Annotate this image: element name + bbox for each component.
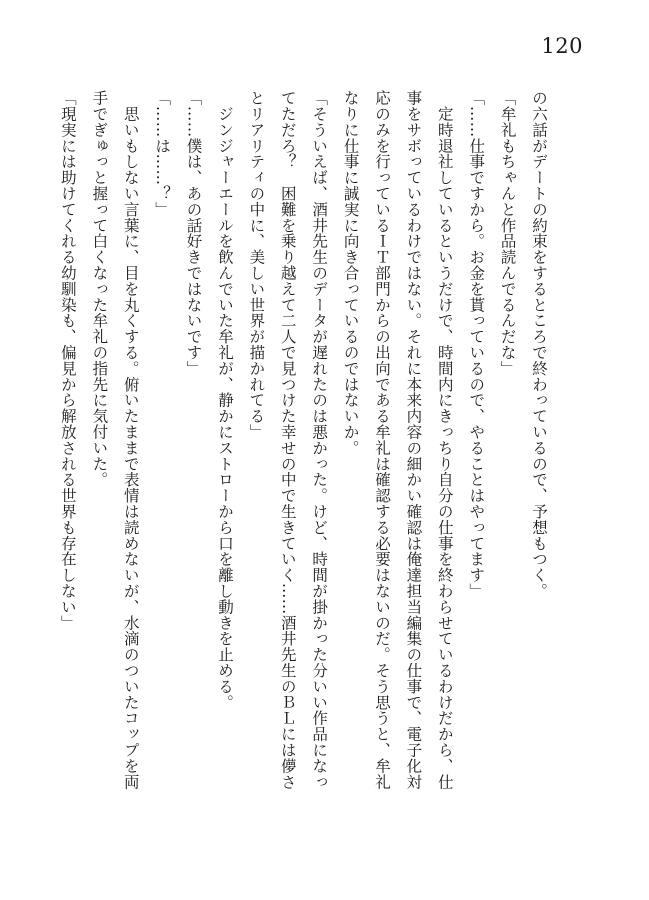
text-line: てただろ？ 困難を乗り越えて二人で見つけた幸せの中で生きていく……酒井先生のＢＬには儚さ [278, 90, 297, 790]
text-line: 手でぎゅっと握って白くなった牟礼の指先に気付いた。 [90, 90, 109, 488]
page-number: 120 [541, 34, 583, 58]
text-line: ジンジャーエールを飲んでいた牟礼が、静かにストローから口を離し動きを止める。 [215, 90, 234, 711]
text-line: 「現実には助けてくれる幼馴染も、偏見から解放される世界も存在しない」 [58, 90, 77, 631]
text-line: なりに仕事に誠実に向き合っているのではないか。 [341, 90, 360, 456]
text-line: 思いもしない言葉に、目を丸くする。俯いたままで表情は読めないが、水滴のついたコップを両 [121, 90, 140, 790]
text-line: 「……は……？」 [153, 90, 172, 218]
text-line: 事をサボっているわけではない。それに本来内容の細かい確認は俺達担当編集の仕事で、電子化対 [404, 90, 423, 790]
text-line: 「そういえば、酒井先生のデータが遅れたのは悪かった。けど、時間が掛かった分いい作品になっ [310, 90, 329, 790]
text-line: 定時退社しているというだけで、時間内にきっちり自分の仕事を終わらせているわけだから、仕 [435, 90, 454, 790]
text-line: 「……仕事ですから。お金を貰っているので、やることはやってます」 [467, 90, 486, 599]
text-line: とリアリティの中に、美しい世界が描かれてる」 [247, 90, 266, 440]
text-line: 応のみを行っているＩＴ部門からの出向である牟礼は確認する必要はないのだ。そう思うと、牟礼 [372, 90, 391, 790]
text-line: の六話がデートの約束をするところで終わっているので、予想もつく。 [530, 90, 548, 599]
text-line: 「……僕は、あの話好きではないです」 [184, 90, 203, 377]
body-text [49, 90, 554, 875]
text-line: 「牟礼もちゃんと作品読んでるんだな」 [498, 90, 517, 377]
